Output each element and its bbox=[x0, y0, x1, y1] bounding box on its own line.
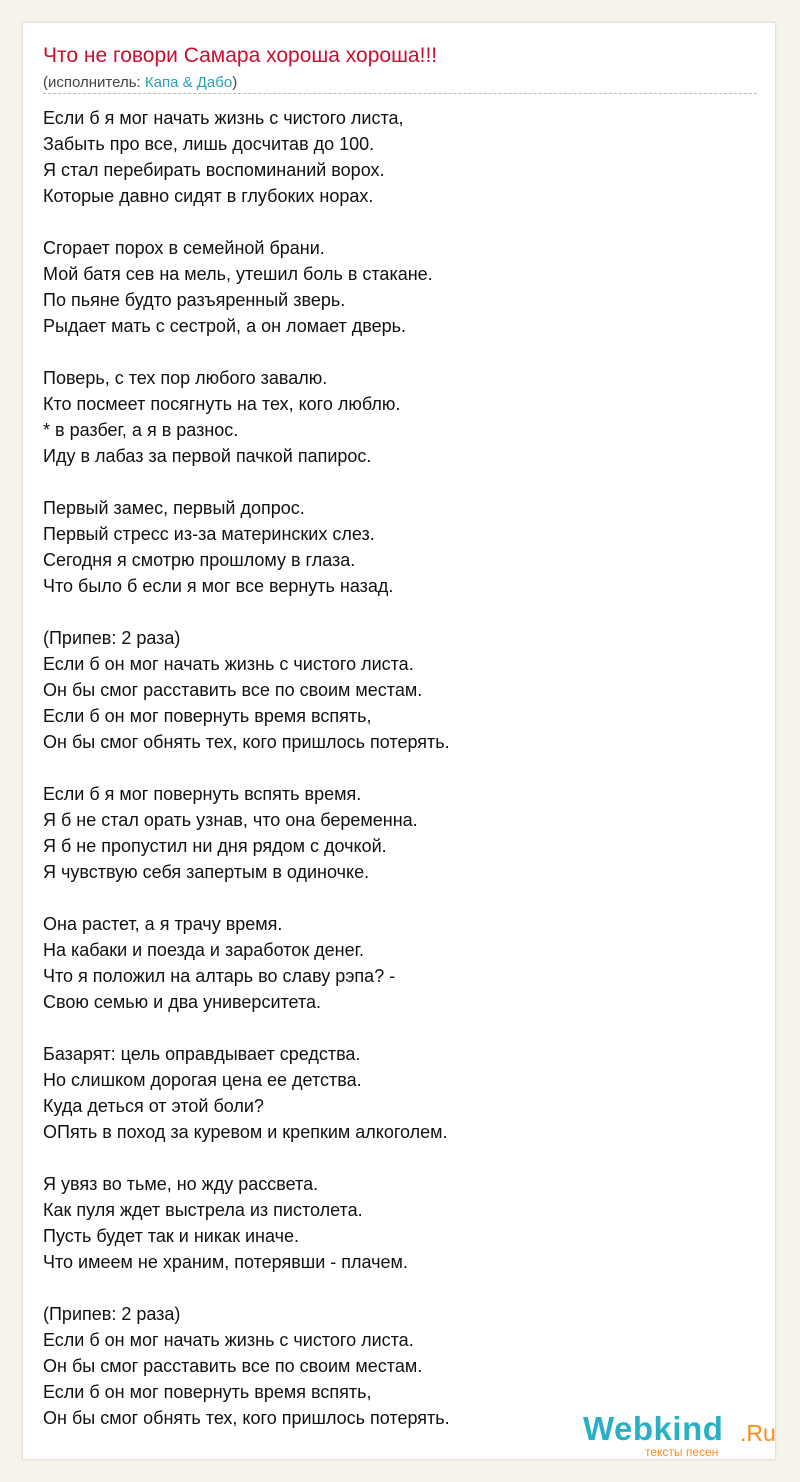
lyrics-line: Иду в лабаз за первой пачкой папирос. bbox=[43, 446, 372, 466]
lyrics-line: Она растет, а я трачу время. bbox=[43, 914, 283, 934]
lyrics-line: Куда деться от этой боли? bbox=[43, 1096, 264, 1116]
lyrics-line: Первый стресс из-за материнских слез. bbox=[43, 524, 375, 544]
lyrics-line: Если б он мог повернуть время вспять, bbox=[43, 706, 372, 726]
lyrics-line: Я увяз во тьме, но жду рассвета. bbox=[43, 1174, 319, 1194]
lyrics-line: Поверь, с тех пор любого завалю. bbox=[43, 368, 328, 388]
lyrics-line: * в разбег, а я в разнос. bbox=[43, 420, 239, 440]
lyrics-card bbox=[22, 22, 776, 1460]
lyrics-line: Если б он мог повернуть время вспять, bbox=[43, 1382, 372, 1402]
lyrics-line: Пусть будет так и никак иначе. bbox=[43, 1226, 299, 1246]
lyrics-line: На кабаки и поезда и заработок денег. bbox=[43, 940, 364, 960]
lyrics-stanza bbox=[43, 911, 450, 1015]
lyrics-line: Он бы смог расставить все по своим местам. bbox=[43, 1356, 423, 1376]
lyrics-line: (Припев: 2 раза) bbox=[43, 1304, 181, 1324]
site-logo[interactable] bbox=[583, 1410, 783, 1460]
lyrics-line: Рыдает мать с сестрой, а он ломает дверь. bbox=[43, 316, 407, 336]
logo-domain: .Ru bbox=[740, 1420, 776, 1446]
artist-line bbox=[43, 74, 237, 91]
lyrics-line: Забыть про все, лишь досчитав до 100. bbox=[43, 134, 375, 154]
lyrics-line: Мой батя сев на мель, утешил боль в стакане. bbox=[43, 264, 433, 284]
lyrics-line: Сгорает порох в семейной брани. bbox=[43, 238, 325, 258]
lyrics-line: Но слишком дорогая цена ее детства. bbox=[43, 1070, 362, 1090]
lyrics-line: Что я положил на алтарь во славу рэпа? - bbox=[43, 966, 396, 986]
lyrics-line: (Припев: 2 раза) bbox=[43, 628, 181, 648]
artist-suffix: ) bbox=[232, 74, 238, 91]
lyrics-line: По пьяне будто разъяренный зверь. bbox=[43, 290, 346, 310]
lyrics-line: Я б не стал орать узнав, что она беременна. bbox=[43, 810, 418, 830]
lyrics-line: Как пуля ждет выстрела из пистолета. bbox=[43, 1200, 363, 1220]
lyrics-stanza bbox=[43, 235, 450, 339]
lyrics-line: Если б я мог повернуть вспять время. bbox=[43, 784, 362, 804]
lyrics-line: Он бы смог обнять тех, кого пришлось потерять. bbox=[43, 732, 450, 752]
lyrics-stanza bbox=[43, 625, 450, 755]
lyrics-line: Свою семью и два университета. bbox=[43, 992, 322, 1012]
lyrics-line: Что имеем не храним, потерявши - плачем. bbox=[43, 1252, 408, 1272]
lyrics-line: Что было б если я мог все вернуть назад. bbox=[43, 576, 394, 596]
lyrics-line: Я стал перебирать воспоминаний ворох. bbox=[43, 160, 385, 180]
lyrics-line: Если б он мог начать жизнь с чистого листа. bbox=[43, 1330, 414, 1350]
lyrics-line: Он бы смог расставить все по своим местам. bbox=[43, 680, 423, 700]
lyrics-line: Базарят: цель оправдывает средства. bbox=[43, 1044, 361, 1064]
lyrics-stanza bbox=[43, 105, 450, 209]
lyrics-line: ОПять в поход за куревом и крепким алкоголем. bbox=[43, 1122, 448, 1142]
lyrics-stanza bbox=[43, 1301, 450, 1431]
lyrics-line: Если б он мог начать жизнь с чистого листа. bbox=[43, 654, 414, 674]
artist-link[interactable]: Капа & Дабо bbox=[144, 74, 233, 91]
lyrics-stanza bbox=[43, 1041, 450, 1145]
artist-prefix: (исполнитель: bbox=[43, 74, 145, 91]
lyrics-line: Он бы смог обнять тех, кого пришлось потерять. bbox=[43, 1408, 450, 1428]
title-divider bbox=[43, 93, 757, 94]
lyrics-line: Первый замес, первый допрос. bbox=[43, 498, 305, 518]
lyrics-line: Я чувствую себя запертым в одиночке. bbox=[43, 862, 370, 882]
logo-tagline: тексты песен bbox=[645, 1445, 719, 1459]
lyrics-text bbox=[43, 105, 450, 1457]
lyrics-stanza bbox=[43, 1171, 450, 1275]
lyrics-stanza bbox=[43, 781, 450, 885]
lyrics-line: Я б не пропустил ни дня рядом с дочкой. bbox=[43, 836, 387, 856]
lyrics-stanza bbox=[43, 495, 450, 599]
logo-wordmark: Webkind bbox=[583, 1410, 724, 1447]
lyrics-line: Кто посмеет посягнуть на тех, кого люблю. bbox=[43, 394, 401, 414]
page-title: Что не говори Самара хороша хороша!!! bbox=[43, 44, 438, 67]
lyrics-line: Которые давно сидят в глубоких норах. bbox=[43, 186, 374, 206]
lyrics-line: Сегодня я смотрю прошлому в глаза. bbox=[43, 550, 356, 570]
lyrics-line: Если б я мог начать жизнь с чистого листа, bbox=[43, 108, 404, 128]
lyrics-stanza bbox=[43, 365, 450, 469]
